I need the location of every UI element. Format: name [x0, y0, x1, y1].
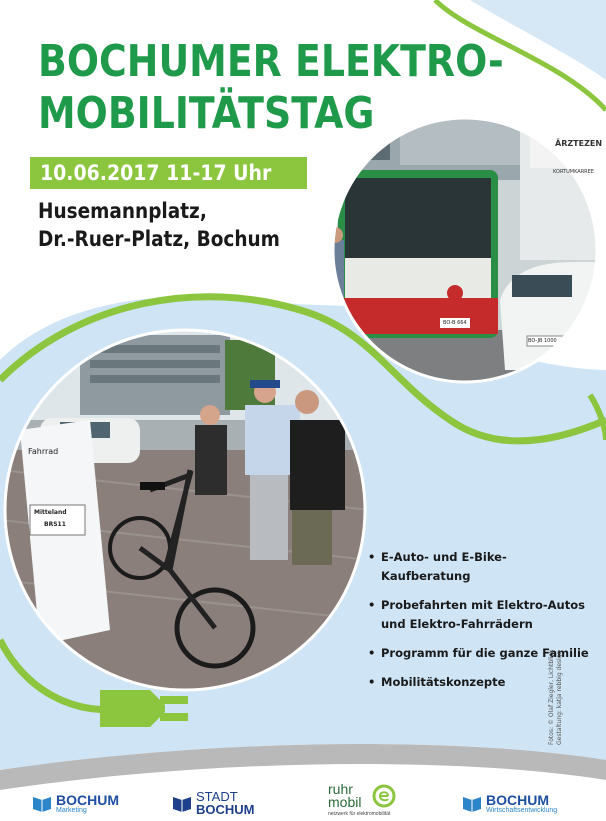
book-icon	[172, 794, 192, 812]
logo-line-2: mobil	[328, 794, 362, 810]
location-line-1: Husemannplatz,	[38, 199, 207, 223]
logo-ruhrmobil[interactable]	[326, 783, 436, 817]
title-line-1: BOCHUMER ELEKTRO-	[38, 36, 504, 87]
logo-sub: netzwerk für elektromobilität	[328, 811, 391, 817]
logo-line-1: STADT	[196, 789, 238, 804]
logo-name: BOCHUM	[56, 791, 119, 808]
bus-store-sign: ÄRZTEZEN	[555, 139, 603, 148]
logo-line-2: BOCHUM	[196, 802, 255, 817]
feature-item: • Probefahrten mit Elektro-Autos und Elektro-Fahrrädern	[368, 598, 585, 631]
feature-item: • E-Auto- und E-Bike-Kaufberatung	[368, 550, 507, 583]
logo-bochum-marketing[interactable]	[32, 786, 119, 820]
car-plate: BO-JB 1000	[528, 338, 557, 344]
photo-credit: Fotos: © Olaf Ziegler, Lichtblick Gestaltung: katja rebbig design	[548, 649, 563, 745]
book-icon	[462, 794, 482, 812]
logo-line-1: ruhr	[328, 781, 353, 797]
date-time-text: 10.06.2017 11-17 Uhr	[40, 161, 272, 185]
bike-sign-brand: Mitteland	[34, 509, 67, 516]
event-location	[38, 197, 313, 253]
e-circle-icon	[372, 784, 396, 808]
bike-sign-code: BRS11	[44, 521, 66, 528]
logo-bochum-wirtschaft[interactable]	[462, 786, 557, 820]
poster-title	[38, 36, 504, 140]
date-time-badge	[30, 157, 307, 189]
bus-small-sign: KORTUMKARREE	[553, 169, 594, 175]
feature-item: • Programm für die ganze Familie	[368, 646, 589, 660]
logo-name: BOCHUM	[486, 791, 549, 808]
logo-stadt-bochum[interactable]	[172, 786, 255, 820]
logo-sub: Marketing	[56, 806, 87, 814]
book-icon	[32, 794, 52, 812]
bike-sign-title: Fahrrad	[28, 447, 59, 456]
bus-plate: BO-B 664	[443, 320, 467, 326]
title-line-2: MOBILITÄTSTAG	[38, 88, 375, 139]
feature-item: • Mobilitätskonzepte	[368, 675, 506, 689]
logo-sub: Wirtschaftsentwicklung	[486, 806, 558, 814]
location-line-2: Dr.-Ruer-Platz, Bochum	[38, 227, 280, 251]
